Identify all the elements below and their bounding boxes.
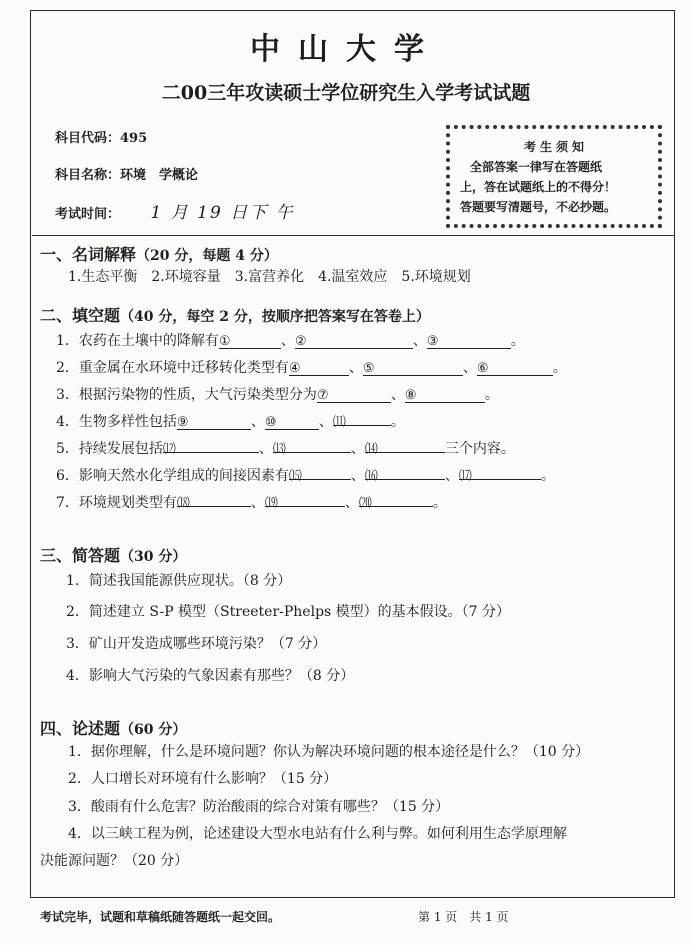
exam-time [55,198,295,223]
section-heading [40,303,430,326]
page-number: 第 1 页 共 1 页 [418,910,509,924]
question-item: 4．影响大气污染的气象因素有那些？（8 分） [66,668,355,684]
exam-time-label: 考试时间： [55,207,121,222]
separator: 、 [250,414,265,430]
notice-title: 考生须知 [523,140,588,154]
section-heading [40,716,186,739]
section-title: 一、名词解释 [40,245,137,264]
question-item: 2．简述建立 S-P 模型（Streeter-Phelps 模型）的基本假设。（7 分） [66,604,511,620]
subject-code [55,127,147,146]
answer-blank: ⑾ [333,411,391,426]
answer-blank: ⒆ [265,492,345,507]
question-item [56,411,405,431]
divider [32,235,674,236]
notice-line: 答题要写清题号，不必抄题。 [460,200,617,214]
answer-blank: ⑿ [163,438,259,453]
answer-blank: ⒁ [365,438,445,453]
separator: 、 [412,333,427,349]
question-text: 6．影响天然水化学组成的间接因素有 [56,468,289,484]
period: 。 [390,414,405,430]
question-item: 2．人口增长对环境有什么影响？（15 分） [68,771,338,787]
subject-name-label: 科目名称： [55,168,121,183]
separator: 、 [348,360,363,376]
answer-blank: ⒂ [289,465,351,480]
question-item: 1．简述我国能源供应现状。（8 分） [66,573,292,589]
separator: 、 [390,387,405,403]
section-note: （40 分，每空 2 分，按顺序把答案写在答卷上） [120,309,430,325]
answer-blank: ④ [289,361,349,376]
candidate-notice [446,125,662,228]
period: 。 [432,495,447,511]
term-list: 1.生态平衡 2.环境容量 3.富营养化 4.温室效应 5.环境规划 [68,269,471,285]
period: 。 [510,333,525,349]
answer-blank: ⒄ [459,465,541,480]
question-text: 7．环境规划类型有 [56,495,177,511]
subject-name [55,164,198,183]
footer-note: 考试完毕，试题和草稿纸随答题纸一起交回。 [40,910,281,924]
subject-code-value: 495 [120,131,148,146]
subject-code-label: 科目代码： [55,131,121,146]
question-item [56,330,525,350]
answer-blank: ⑩ [265,415,319,430]
answer-blank: ⑤ [363,361,463,376]
separator: 、 [350,441,365,457]
question-tail: 三个内容。 [444,441,515,457]
answer-blank: ⑥ [477,361,553,376]
section-title: 二、填空题 [40,306,121,325]
answer-blank: ⑦ [317,388,391,403]
separator: 、 [344,495,359,511]
question-text: 3．根据污染物的性质，大气污染类型分为 [56,387,317,403]
question-item [56,438,515,458]
answer-blank: ⒅ [177,492,251,507]
separator: 、 [250,495,265,511]
answer-blank: ⒀ [273,438,351,453]
section-title: 四、论述题 [40,719,121,738]
section-note: （60 分） [120,722,187,738]
exam-time-value: 1 月 19 日下 午 [150,203,295,223]
answer-blank: ⑨ [177,415,251,430]
answer-blank: ⒃ [365,465,445,480]
section-title: 三、简答题 [40,546,121,565]
answer-blank: ⑧ [405,388,485,403]
question-text: 5．持续发展包括 [56,441,163,457]
question-item: 3．酸雨有什么危害？防治酸雨的综合对策有哪些？（15 分） [68,799,450,815]
section-note: （20 分，每题 4 分） [136,248,278,264]
question-item: 3．矿山开发造成哪些环境污染？（7 分） [66,636,327,652]
question-item [56,465,555,485]
question-text: 1．农药在土壤中的降解有 [56,333,219,349]
period: 。 [484,387,499,403]
question-text: 2．重金属在水环境中迁移转化类型有 [56,360,289,376]
answer-blank: ③ [427,334,511,349]
question-item [56,384,499,404]
notice-line: 上，答在试题纸上的不得分！ [460,180,617,194]
question-item: 4．以三峡工程为例，论述建设大型水电站有什么利与弊。如何利用生态学原理解 [68,826,567,842]
separator: 、 [462,360,477,376]
university-title: 中山大学 [250,32,442,67]
answer-blank: ① [219,334,281,349]
question-item: 1．据你理解，什么是环境问题？你认为解决环境问题的根本途径是什么？（10 分） [68,744,590,760]
notice-line: 全部答案一律写在答题纸 [470,160,603,174]
period: 。 [552,360,567,376]
separator: 、 [444,468,459,484]
separator: 、 [350,468,365,484]
answer-blank: ⒇ [359,492,433,507]
question-item-continued: 决能源问题？（20 分） [40,853,189,869]
question-item [56,357,567,377]
separator: 、 [280,333,295,349]
separator: 、 [258,441,273,457]
section-note: （30 分） [120,549,187,565]
question-text: 4．生物多样性包括 [56,414,177,430]
question-item [56,492,447,512]
answer-blank: ② [295,334,413,349]
section-heading [40,543,186,566]
exam-title: 二00三年攻读硕士学位研究生入学考试试题 [161,82,531,104]
separator: 、 [318,414,333,430]
period: 。 [540,468,555,484]
subject-name-value: 环境 学概论 [120,168,199,183]
section-heading [40,242,278,265]
